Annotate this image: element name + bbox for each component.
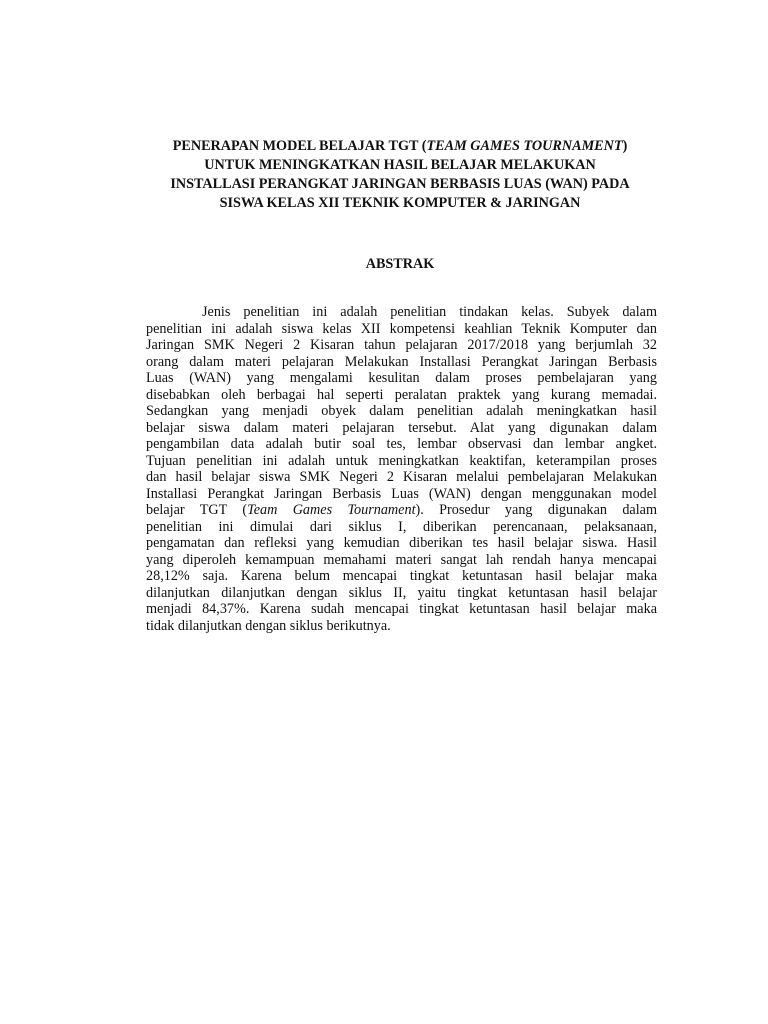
abstract-line: dilanjutkan dilanjutkan dengan siklus II, yaitu tingkat ketuntasan hasil belajar	[146, 584, 657, 601]
abstract-heading: ABSTRAK	[365, 256, 435, 272]
abstract-body	[146, 304, 657, 634]
title-line-1-italic: TEAM GAMES TOURNAMENT	[426, 138, 623, 154]
title-line-1	[140, 137, 660, 156]
title-line-4: SISWA KELAS XII TEKNIK KOMPUTER & JARINGAN	[219, 195, 581, 211]
title-line-2: UNTUK MENINGKATKAN HASIL BELAJAR MELAKUKAN	[204, 157, 596, 173]
abstract-line: Luas (WAN) yang mengalami kesulitan dalam proses pembelajaran yang	[146, 370, 657, 386]
abstract-line: orang dalam materi pelajaran Melakukan Installasi Perangkat Jaringan Berbasis	[146, 353, 657, 370]
abstract-line: dan hasil belajar siswa SMK Negeri 2 Kisaran melalui pembelajaran Melakukan	[146, 469, 657, 485]
abstract-line: Tujuan penelitian ini adalah untuk meningkatkan keaktifan, keterampilan proses	[146, 452, 657, 469]
document-title	[140, 137, 660, 213]
abstract-line: penelitian ini adalah siswa kelas XII kompetensi keahlian Teknik Komputer dan	[146, 320, 657, 337]
abstract-line: yang diperoleh kemampuan memahami materi sangat lah rendah hanya mencapai	[146, 551, 657, 568]
title-line-1-text: PENERAPAN MODEL BELAJAR TGT (	[172, 138, 427, 154]
abstract-line-segment: ). Prosedur yang digunakan dalam	[415, 502, 657, 518]
abstract-line: disebabkan oleh berbagai hal seperti peralatan praktek yang kurang memadai.	[146, 386, 657, 403]
abstract-line: pengambilan data adalah butir soal tes, lembar observasi dan lembar angket.	[146, 436, 657, 452]
abstract-line: Jenis penelitian ini adalah penelitian tindakan kelas. Subyek dalam	[202, 304, 657, 320]
abstract-line-italic-term	[146, 502, 657, 519]
abstract-line: menjadi 84,37%. Karena sudah mencapai tingkat ketuntasan hasil belajar maka	[146, 601, 657, 617]
abstract-line: Installasi Perangkat Jaringan Berbasis Luas (WAN) dengan menggunakan model	[146, 485, 657, 502]
abstract-line: Sedangkan yang menjadi obyek dalam penelitian adalah meningkatkan hasil	[146, 403, 657, 419]
abstract-line: belajar siswa dalam materi pelajaran tersebut. Alat yang digunakan dalam	[146, 419, 657, 436]
abstract-line: Jaringan SMK Negeri 2 Kisaran tahun pelajaran 2017/2018 yang berjumlah 32	[146, 337, 657, 353]
abstract-line: pengamatan dan refleksi yang kemudian diberikan tes hasil belajar siswa. Hasil	[146, 535, 657, 551]
abstract-line: tidak dilanjutkan dengan siklus berikutnya.	[146, 617, 391, 634]
title-line-1-close: )	[622, 138, 628, 154]
abstract-line-segment: belajar TGT (	[146, 502, 248, 518]
abstract-line: penelitian ini dimulai dari siklus I, diberikan perencanaan, pelaksanaan,	[146, 518, 657, 535]
abstract-line: 28,12% saja. Karena belum mencapai tingkat ketuntasan hasil belajar maka	[146, 568, 657, 584]
title-line-3: INSTALLASI PERANGKAT JARINGAN BERBASIS LUAS (WAN) PADA	[170, 176, 630, 192]
abstract-line-italic: Team Games Tournament	[247, 502, 416, 518]
